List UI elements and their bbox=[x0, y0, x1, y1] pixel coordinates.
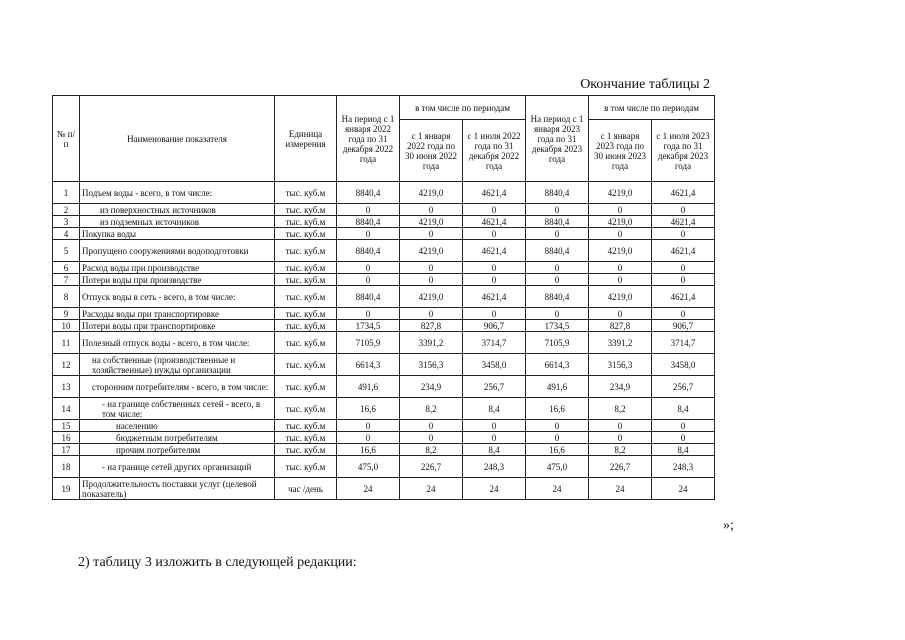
row-number: 8 bbox=[53, 286, 80, 308]
row-indicator-name: населению bbox=[80, 420, 275, 432]
header-h1-2023: с 1 января 2023 года по 30 июня 2023 года bbox=[589, 120, 652, 182]
row-number: 12 bbox=[53, 354, 80, 376]
row-value: 4219,0 bbox=[400, 240, 463, 262]
table-row bbox=[53, 478, 715, 500]
row-value: 0 bbox=[652, 228, 715, 240]
row-value: 8840,4 bbox=[337, 240, 400, 262]
row-value: 8,4 bbox=[463, 398, 526, 420]
row-value: 0 bbox=[463, 432, 526, 444]
indicators-table bbox=[52, 95, 715, 500]
row-value: 0 bbox=[400, 432, 463, 444]
row-indicator-name: Подъем воды - всего, в том числе: bbox=[80, 182, 275, 204]
row-value: 0 bbox=[400, 228, 463, 240]
row-number: 5 bbox=[53, 240, 80, 262]
row-value: 491,6 bbox=[526, 376, 589, 398]
row-unit: тыс. куб.м bbox=[275, 240, 337, 262]
row-unit: тыс. куб.м bbox=[275, 308, 337, 320]
row-value: 827,8 bbox=[589, 320, 652, 332]
table-row bbox=[53, 444, 715, 456]
row-value: 0 bbox=[589, 204, 652, 216]
row-value: 0 bbox=[652, 432, 715, 444]
row-indicator-name: Полезный отпуск воды - всего, в том числе: bbox=[80, 332, 275, 354]
row-value: 4219,0 bbox=[400, 182, 463, 204]
row-unit: тыс. куб.м bbox=[275, 182, 337, 204]
row-value: 8,4 bbox=[463, 444, 526, 456]
row-value: 7105,9 bbox=[526, 332, 589, 354]
header-h1-2022: с 1 января 2022 года по 30 июня 2022 года bbox=[400, 120, 463, 182]
row-unit: тыс. куб.м bbox=[275, 286, 337, 308]
row-value: 491,6 bbox=[337, 376, 400, 398]
row-value: 1734,5 bbox=[337, 320, 400, 332]
row-value: 8840,4 bbox=[337, 182, 400, 204]
table-row bbox=[53, 286, 715, 308]
row-indicator-name: Продолжительность поставки услуг (целевой показатель) bbox=[80, 478, 275, 500]
row-indicator-name: Пропущено сооружениями водоподготовки bbox=[80, 240, 275, 262]
row-value: 4621,4 bbox=[652, 286, 715, 308]
table-row bbox=[53, 262, 715, 274]
row-value: 0 bbox=[463, 204, 526, 216]
table-caption: Окончание таблицы 2 bbox=[580, 77, 710, 92]
row-number: 1 bbox=[53, 182, 80, 204]
row-value: 4219,0 bbox=[400, 286, 463, 308]
row-value: 8840,4 bbox=[526, 286, 589, 308]
row-value: 234,9 bbox=[589, 376, 652, 398]
row-indicator-name: из подземных источников bbox=[80, 216, 275, 228]
row-value: 4219,0 bbox=[589, 286, 652, 308]
row-value: 8840,4 bbox=[526, 240, 589, 262]
row-value: 3714,7 bbox=[652, 332, 715, 354]
row-value: 0 bbox=[526, 228, 589, 240]
row-value: 0 bbox=[400, 204, 463, 216]
row-number: 15 bbox=[53, 420, 80, 432]
header-h2-2022: с 1 июля 2022 года по 31 декабря 2022 года bbox=[463, 120, 526, 182]
row-number: 4 bbox=[53, 228, 80, 240]
row-unit: тыс. куб.м bbox=[275, 444, 337, 456]
row-value: 0 bbox=[526, 274, 589, 286]
header-period-2023: На период с 1 января 2023 года по 31 декабря 2023 года bbox=[526, 96, 589, 182]
row-indicator-name: Покупка воды bbox=[80, 228, 275, 240]
header-incl-2023: в том числе по периодам bbox=[589, 96, 715, 120]
row-value: 0 bbox=[526, 262, 589, 274]
row-value: 3156,3 bbox=[400, 354, 463, 376]
row-value: 4621,4 bbox=[463, 182, 526, 204]
table-row bbox=[53, 228, 715, 240]
row-unit: тыс. куб.м bbox=[275, 376, 337, 398]
table-row bbox=[53, 456, 715, 478]
row-value: 0 bbox=[337, 228, 400, 240]
row-unit: час /день bbox=[275, 478, 337, 500]
row-value: 0 bbox=[337, 204, 400, 216]
row-value: 8,2 bbox=[400, 398, 463, 420]
table-row bbox=[53, 354, 715, 376]
row-number: 19 bbox=[53, 478, 80, 500]
row-number: 10 bbox=[53, 320, 80, 332]
row-value: 256,7 bbox=[652, 376, 715, 398]
row-indicator-name: из поверхностных источников bbox=[80, 204, 275, 216]
row-unit: тыс. куб.м bbox=[275, 262, 337, 274]
row-value: 0 bbox=[589, 308, 652, 320]
row-value: 3391,2 bbox=[589, 332, 652, 354]
row-value: 24 bbox=[526, 478, 589, 500]
row-indicator-name: бюджетным потребителям bbox=[80, 432, 275, 444]
row-unit: тыс. куб.м bbox=[275, 332, 337, 354]
row-unit: тыс. куб.м bbox=[275, 204, 337, 216]
row-value: 0 bbox=[652, 420, 715, 432]
row-value: 248,3 bbox=[463, 456, 526, 478]
row-value: 4219,0 bbox=[400, 216, 463, 228]
row-number: 11 bbox=[53, 332, 80, 354]
row-value: 0 bbox=[400, 262, 463, 274]
table-row bbox=[53, 432, 715, 444]
row-unit: тыс. куб.м bbox=[275, 398, 337, 420]
row-value: 8,2 bbox=[589, 444, 652, 456]
row-number: 18 bbox=[53, 456, 80, 478]
header-incl-2022: в том числе по периодам bbox=[400, 96, 526, 120]
row-value: 4621,4 bbox=[652, 182, 715, 204]
row-value: 4621,4 bbox=[463, 216, 526, 228]
row-number: 2 bbox=[53, 204, 80, 216]
row-number: 13 bbox=[53, 376, 80, 398]
row-unit: тыс. куб.м bbox=[275, 274, 337, 286]
row-unit: тыс. куб.м bbox=[275, 320, 337, 332]
row-value: 24 bbox=[589, 478, 652, 500]
table-row bbox=[53, 204, 715, 216]
header-h2-2023: с 1 июля 2023 года по 31 декабря 2023 года bbox=[652, 120, 715, 182]
row-value: 0 bbox=[652, 262, 715, 274]
row-value: 4621,4 bbox=[652, 240, 715, 262]
row-value: 6614,3 bbox=[337, 354, 400, 376]
row-value: 0 bbox=[589, 420, 652, 432]
row-value: 0 bbox=[400, 308, 463, 320]
closing-quote-mark: »; bbox=[723, 518, 734, 533]
row-value: 3156,3 bbox=[589, 354, 652, 376]
row-value: 8840,4 bbox=[337, 286, 400, 308]
row-unit: тыс. куб.м bbox=[275, 228, 337, 240]
row-value: 4219,0 bbox=[589, 240, 652, 262]
row-value: 8840,4 bbox=[526, 182, 589, 204]
row-value: 8,2 bbox=[589, 398, 652, 420]
row-value: 0 bbox=[463, 274, 526, 286]
row-indicator-name: Отпуск воды в сеть - всего, в том числе: bbox=[80, 286, 275, 308]
row-indicator-name: на собственные (производственные и хозяйственные) нужды организации bbox=[80, 354, 275, 376]
row-value: 0 bbox=[652, 274, 715, 286]
row-unit: тыс. куб.м bbox=[275, 216, 337, 228]
table-row bbox=[53, 216, 715, 228]
row-value: 226,7 bbox=[400, 456, 463, 478]
row-value: 4219,0 bbox=[589, 182, 652, 204]
row-value: 8840,4 bbox=[526, 216, 589, 228]
header-num: № п/п bbox=[53, 96, 80, 182]
row-value: 0 bbox=[337, 420, 400, 432]
row-value: 7105,9 bbox=[337, 332, 400, 354]
row-value: 6614,3 bbox=[526, 354, 589, 376]
row-number: 17 bbox=[53, 444, 80, 456]
row-value: 8,4 bbox=[652, 398, 715, 420]
row-value: 0 bbox=[463, 228, 526, 240]
table-row bbox=[53, 398, 715, 420]
row-number: 3 bbox=[53, 216, 80, 228]
row-value: 0 bbox=[589, 262, 652, 274]
row-value: 24 bbox=[463, 478, 526, 500]
header-name: Наименование показателя bbox=[80, 96, 275, 182]
table-row bbox=[53, 420, 715, 432]
table-row bbox=[53, 182, 715, 204]
row-indicator-name: прочим потребителям bbox=[80, 444, 275, 456]
row-unit: тыс. куб.м bbox=[275, 420, 337, 432]
row-value: 8,4 bbox=[652, 444, 715, 456]
row-value: 16,6 bbox=[526, 444, 589, 456]
row-value: 248,3 bbox=[652, 456, 715, 478]
row-number: 7 bbox=[53, 274, 80, 286]
row-value: 0 bbox=[652, 204, 715, 216]
row-value: 16,6 bbox=[337, 444, 400, 456]
row-value: 827,8 bbox=[400, 320, 463, 332]
row-value: 4621,4 bbox=[652, 216, 715, 228]
row-value: 1734,5 bbox=[526, 320, 589, 332]
row-unit: тыс. куб.м bbox=[275, 432, 337, 444]
row-value: 4621,4 bbox=[463, 286, 526, 308]
row-value: 0 bbox=[463, 262, 526, 274]
row-value: 0 bbox=[526, 308, 589, 320]
row-value: 0 bbox=[652, 308, 715, 320]
row-value: 16,6 bbox=[526, 398, 589, 420]
row-value: 8840,4 bbox=[337, 216, 400, 228]
row-value: 0 bbox=[526, 432, 589, 444]
row-value: 0 bbox=[589, 228, 652, 240]
row-value: 226,7 bbox=[589, 456, 652, 478]
row-value: 24 bbox=[337, 478, 400, 500]
row-number: 16 bbox=[53, 432, 80, 444]
row-value: 0 bbox=[526, 420, 589, 432]
row-value: 906,7 bbox=[463, 320, 526, 332]
table-row bbox=[53, 274, 715, 286]
row-value: 0 bbox=[463, 308, 526, 320]
row-value: 0 bbox=[589, 432, 652, 444]
row-number: 6 bbox=[53, 262, 80, 274]
row-indicator-name: - на границе сетей других организаций bbox=[80, 456, 275, 478]
row-indicator-name: Потери воды при транспортировке bbox=[80, 320, 275, 332]
row-value: 3458,0 bbox=[652, 354, 715, 376]
row-value: 24 bbox=[652, 478, 715, 500]
row-value: 0 bbox=[463, 420, 526, 432]
row-value: 234,9 bbox=[400, 376, 463, 398]
row-indicator-name: сторонним потребителям - всего, в том числе: bbox=[80, 376, 275, 398]
row-value: 16,6 bbox=[337, 398, 400, 420]
row-value: 4621,4 bbox=[463, 240, 526, 262]
row-value: 0 bbox=[400, 274, 463, 286]
row-value: 0 bbox=[400, 420, 463, 432]
instruction-text: 2) таблицу 3 изложить в следующей редакции: bbox=[78, 555, 357, 570]
row-value: 475,0 bbox=[337, 456, 400, 478]
row-indicator-name: Расходы воды при транспортировке bbox=[80, 308, 275, 320]
row-value: 256,7 bbox=[463, 376, 526, 398]
row-value: 3458,0 bbox=[463, 354, 526, 376]
row-value: 24 bbox=[400, 478, 463, 500]
table-row bbox=[53, 240, 715, 262]
row-value: 0 bbox=[337, 274, 400, 286]
row-value: 3391,2 bbox=[400, 332, 463, 354]
table-row bbox=[53, 332, 715, 354]
row-indicator-name: - на границе собственных сетей - всего, в том числе: bbox=[80, 398, 275, 420]
row-number: 14 bbox=[53, 398, 80, 420]
row-value: 0 bbox=[589, 274, 652, 286]
table-row bbox=[53, 320, 715, 332]
row-value: 3714,7 bbox=[463, 332, 526, 354]
row-value: 0 bbox=[337, 432, 400, 444]
row-value: 475,0 bbox=[526, 456, 589, 478]
header-unit: Единица измерения bbox=[275, 96, 337, 182]
header-period-2022: На период с 1 января 2022 года по 31 декабря 2022 года bbox=[337, 96, 400, 182]
row-indicator-name: Расход воды при производстве bbox=[80, 262, 275, 274]
table-body bbox=[53, 182, 715, 500]
row-number: 9 bbox=[53, 308, 80, 320]
row-value: 4219,0 bbox=[589, 216, 652, 228]
row-unit: тыс. куб.м bbox=[275, 456, 337, 478]
table-row bbox=[53, 308, 715, 320]
row-value: 906,7 bbox=[652, 320, 715, 332]
row-unit: тыс. куб.м bbox=[275, 354, 337, 376]
table-row bbox=[53, 376, 715, 398]
row-value: 0 bbox=[526, 204, 589, 216]
row-indicator-name: Потери воды при производстве bbox=[80, 274, 275, 286]
row-value: 0 bbox=[337, 262, 400, 274]
row-value: 0 bbox=[337, 308, 400, 320]
row-value: 8,2 bbox=[400, 444, 463, 456]
